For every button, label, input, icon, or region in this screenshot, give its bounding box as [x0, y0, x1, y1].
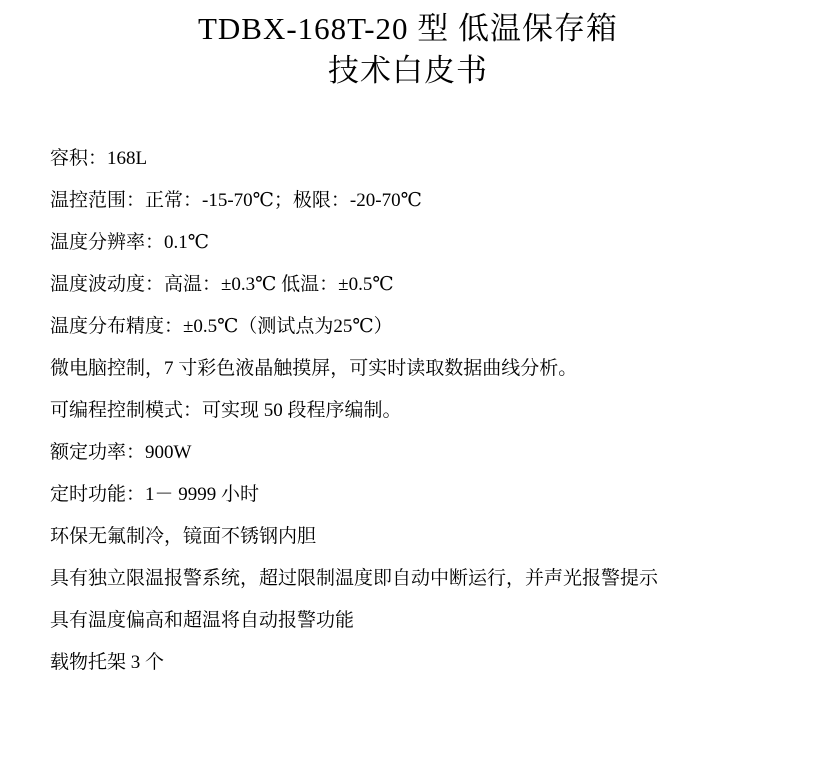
spec-line-timer: 定时功能：1－ 9999 小时 — [50, 484, 260, 505]
spec-line-temperature-range: 温控范围：正常：-15-70℃；极限：-20-70℃ — [50, 190, 422, 211]
spec-line-controller: 微电脑控制，7 寸彩色液晶触摸屏，可实时读取数据曲线分析。 — [50, 358, 578, 379]
spec-line-temperature-fluctuation: 温度波动度：高温：±0.3℃ 低温：±0.5℃ — [50, 274, 394, 295]
spec-line-temperature-resolution: 温度分辨率：0.1℃ — [50, 232, 210, 253]
document-title — [0, 0, 816, 92]
spec-line-temperature-uniformity: 温度分布精度：±0.5℃（测试点为25℃） — [50, 316, 393, 337]
spec-line-volume: 容积：168L — [50, 148, 148, 169]
spec-line-shelves: 载物托架 3 个 — [50, 652, 165, 673]
spec-line-alarm-system: 具有独立限温报警系统，超过限制温度即自动中断运行，并声光报警提示 — [50, 568, 659, 589]
spec-line-rated-power: 额定功率：900W — [50, 442, 192, 463]
spec-line-refrigerant-liner: 环保无氟制冷，镜面不锈钢内胆 — [50, 526, 317, 547]
spec-line-overtemp-alarm: 具有温度偏高和超温将自动报警功能 — [50, 610, 355, 631]
title-line-2: 技术白皮书 — [328, 53, 488, 88]
document-body — [0, 138, 816, 684]
title-line-1: TDBX-168T-20 型 低温保存箱 — [197, 11, 619, 46]
spec-line-programmable-mode: 可编程控制模式：可实现 50 段程序编制。 — [50, 400, 402, 421]
